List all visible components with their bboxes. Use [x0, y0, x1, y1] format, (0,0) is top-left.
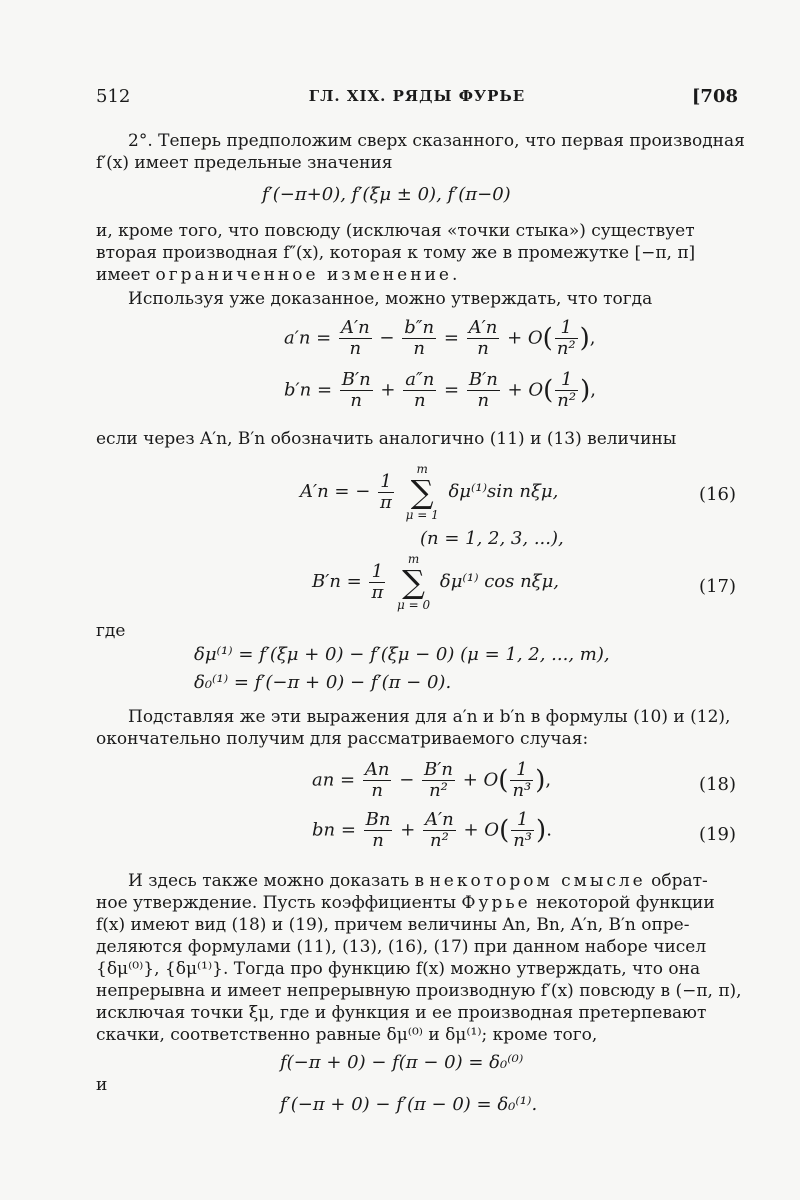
section-number: [708 — [691, 86, 738, 107]
where-word: где — [96, 621, 126, 641]
numerator: 1 — [560, 369, 573, 390]
fraction — [555, 370, 578, 411]
numerator: A′n — [468, 317, 498, 338]
formula-lhs: an = — [312, 769, 356, 791]
fraction — [403, 370, 436, 411]
punct: . — [546, 819, 552, 841]
sigma-icon: ∑ — [402, 563, 426, 601]
formula-18: an = $\frac{An}{n}$ − $\frac{B'n}{\text{n²}}$ + O( $\frac{1}{\text{n³}}$ ), — [312, 759, 552, 801]
fraction — [423, 810, 456, 851]
denominator: n² — [423, 830, 456, 851]
punct: , — [590, 379, 596, 401]
sum-lower: μ = 1 — [405, 508, 439, 522]
formula-fprime-jump: f′(−π + 0) − f′(π − 0) = δ₀⁽¹⁾. — [280, 1094, 538, 1115]
numerator: A′n — [340, 317, 370, 338]
numerator: a″n — [405, 369, 435, 390]
numerator: Bn — [365, 809, 391, 830]
text-run: имеет — [96, 265, 156, 285]
fraction — [340, 370, 373, 411]
big-o: O — [528, 379, 544, 401]
punct: , — [545, 769, 552, 791]
big-o: O — [527, 327, 543, 349]
big-o: O — [484, 819, 500, 841]
paragraph-line: вторая производная f″(x), которая к тому же в промежутке [−π, π] — [96, 243, 696, 263]
fraction — [363, 760, 392, 801]
denominator: n² — [556, 338, 576, 359]
denominator: n — [363, 780, 392, 801]
formula-19: bn = $\frac{Bn}{n}$ + $\frac{A'n}{\text{n²}}$ + O( $\frac{1}{\text{n³}}$ ). — [312, 809, 552, 851]
denominator: n — [403, 390, 436, 411]
sum-upper: m — [416, 462, 428, 476]
spaced-emphasis: некотором смысле — [429, 871, 646, 891]
numerator: 1 — [560, 317, 572, 338]
sum-upper: m — [407, 552, 420, 566]
paragraph-line — [96, 870, 736, 892]
formula-lhs: a′n — [284, 327, 311, 349]
fraction — [364, 810, 393, 851]
denominator: n³ — [512, 780, 532, 801]
numerator: B′n — [424, 759, 453, 780]
formula-delta-mu: δμ⁽¹⁾ = f′(ξμ + 0) − f′(ξμ − 0) (μ = 1, 2, ..., m), — [194, 644, 610, 665]
fraction — [467, 370, 500, 411]
denominator: n — [364, 830, 393, 851]
fraction — [339, 318, 372, 359]
numerator: b″n — [404, 317, 435, 338]
running-header — [96, 86, 738, 112]
text-run: И здесь также можно доказать в — [128, 871, 430, 891]
denominator: n — [402, 338, 436, 359]
denominator: n — [467, 338, 500, 359]
formula-lhs: bn = — [312, 819, 356, 841]
paragraph-line: Используя уже доказанное, можно утверждать, что тогда — [128, 289, 653, 309]
paragraph-line: 2°. Теперь предположим сверх сказанного, что первая производная — [128, 131, 745, 151]
paragraph-line: исключая точки ξμ, где и функция и ее производная претерпевают — [96, 1003, 707, 1023]
denominator: π — [371, 581, 384, 603]
paragraph-line: {δμ⁽⁰⁾}, {δμ⁽¹⁾}. Тогда про функцию f(x) можно утверждать, что она — [96, 959, 701, 979]
paragraph-line: и, кроме того, что повсюду (исключая «точки стыка») существует — [96, 221, 695, 241]
denominator: n — [340, 390, 373, 411]
fraction — [402, 318, 436, 359]
fraction — [422, 760, 455, 801]
denominator: n — [339, 338, 372, 359]
formula-delta-zero: δ₀⁽¹⁾ = f′(−π + 0) − f′(π − 0). — [194, 672, 452, 693]
denominator: π — [380, 491, 392, 513]
fraction — [510, 760, 533, 801]
denominator: n³ — [513, 830, 533, 851]
paragraph-line: деляются формулами (11), (13), (16), (17) при данном наборе чисел — [96, 937, 707, 957]
denominator: n — [467, 390, 500, 411]
fraction — [369, 562, 385, 603]
formula-b-prime: b′n = $\frac{B'n}{n}$ + $\frac{a''n}{n}$ = $\frac{B'n}{n}$ + O( $\frac{1}{\text{n²}}$ ), — [284, 369, 596, 411]
paragraph-line — [96, 264, 736, 286]
fraction — [555, 318, 578, 359]
paragraph-line — [96, 892, 736, 914]
paragraph-line: f(x) имеют вид (18) и (19), причем величины An, Bn, A′n, B′n опре- — [96, 915, 690, 935]
text-run: ное утверждение. Пусть коэффициенты — [96, 893, 462, 913]
formula-lhs: b′n — [284, 379, 312, 401]
spaced-emphasis: ограниченное изменение — [155, 265, 452, 285]
and-word: и — [96, 1075, 108, 1095]
equation-number: (18) — [699, 774, 736, 795]
sum-lower: μ = 0 — [397, 598, 431, 612]
formula-limits: f′(−π+0), f′(ξμ ± 0), f′(π−0) — [262, 184, 511, 205]
paragraph-line: f′(x) имеет предельные значения — [96, 153, 393, 173]
formula-f-jump: f(−π + 0) − f(π − 0) = δ₀⁽⁰⁾ — [280, 1052, 524, 1073]
numerator: B′n — [468, 369, 498, 390]
formula-16 — [300, 462, 558, 522]
spaced-emphasis: Фурье — [461, 893, 531, 913]
denominator: n² — [557, 390, 577, 411]
fraction — [511, 810, 534, 851]
formula-condition: (n = 1, 2, 3, ...), — [420, 528, 564, 549]
text-run: некоторой функции — [530, 893, 715, 913]
formula-lhs: B′n = — [312, 571, 362, 592]
denominator: n² — [422, 780, 455, 801]
sigma-icon: ∑ — [410, 473, 434, 511]
punct: , — [589, 327, 596, 349]
paragraph-line: Подставляя же эти выражения для a′n и b′n в формулы (10) и (12), — [128, 707, 731, 727]
fraction — [378, 472, 394, 513]
paragraph-line: если через A′n, B′n обозначить аналогично (11) и (13) величины — [96, 429, 677, 449]
paragraph-line: скачки, соответственно равные δμ⁽⁰⁾ и δμ⁽¹⁾; кроме того, — [96, 1025, 598, 1045]
text-run: . — [451, 265, 458, 285]
equation-number: (16) — [699, 484, 736, 505]
paragraph-line: окончательно получим для рассматриваемого случая: — [96, 729, 589, 749]
equation-number: (17) — [699, 576, 736, 597]
summation — [397, 552, 430, 612]
equation-number: (19) — [699, 824, 736, 845]
numerator: B′n — [341, 369, 371, 390]
numerator: 1 — [516, 809, 529, 830]
sum-body: δμ⁽¹⁾sin nξμ, — [448, 481, 559, 502]
chapter-title: ГЛ. XIX. РЯДЫ ФУРЬЕ — [308, 87, 526, 105]
sum-body: δμ⁽¹⁾ cos nξμ, — [439, 571, 560, 592]
numerator: 1 — [516, 759, 528, 780]
page-number: 512 — [96, 86, 131, 107]
paragraph-line: непрерывна и имеет непрерывную производную f′(x) повсюду в (−π, π), — [96, 981, 742, 1001]
fraction — [467, 318, 500, 359]
numerator: 1 — [371, 560, 384, 582]
formula-a-prime: a′n = $\frac{A'n}{n}$ − $\frac{b''n}{n}$ = $\frac{A'n}{n}$ + O( $\frac{1}{\text{n²}}$ ), — [284, 317, 596, 359]
formula-lhs: A′n = − — [300, 481, 371, 502]
summation — [406, 462, 439, 522]
numerator: A′n — [425, 809, 454, 830]
formula-17 — [312, 552, 559, 612]
big-o: O — [483, 769, 499, 791]
text-run: обрат- — [645, 871, 708, 891]
numerator: An — [364, 759, 390, 780]
numerator: 1 — [380, 470, 392, 492]
